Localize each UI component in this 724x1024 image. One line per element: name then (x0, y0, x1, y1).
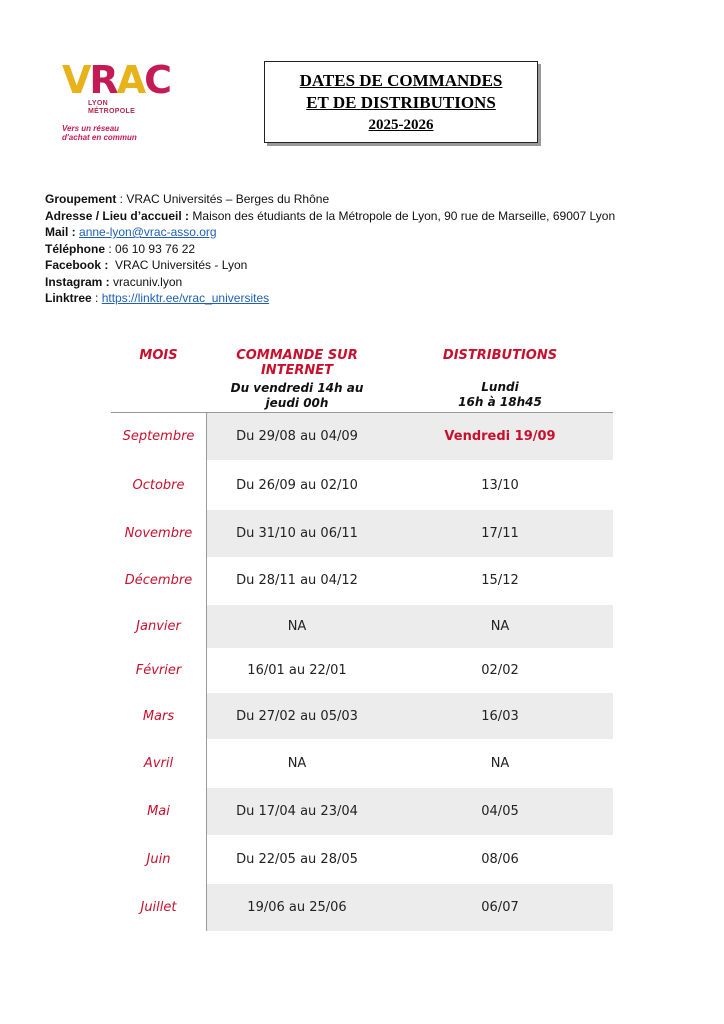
cell-distribution: 04/05 (387, 788, 613, 835)
info-line (45, 290, 615, 307)
info-separator: : (91, 291, 102, 305)
cell-mois: Décembre (124, 573, 193, 588)
contact-info (45, 191, 615, 307)
info-key: Téléphone (45, 241, 106, 256)
cell-distribution: 02/02 (481, 663, 519, 678)
table-row (111, 836, 613, 883)
info-link[interactable]: https://linktr.ee/vrac_universites (101, 291, 270, 305)
table-row (111, 413, 613, 460)
logo-wordmark: VRAC (62, 58, 170, 102)
table-row (111, 884, 613, 931)
header-commande-l2: INTERNET (260, 363, 334, 378)
info-value: 06 10 93 76 22 (115, 241, 196, 256)
cell-mois: Septembre (122, 429, 195, 444)
logo-tagline: Vers un réseau d'achat en commun (62, 124, 137, 142)
title-line-2: ET DE DISTRIBUTIONS (306, 93, 496, 112)
cell-distribution: 17/11 (387, 510, 613, 557)
header-distrib-sub-l1: Lundi (481, 380, 519, 394)
cell-distribution: 13/10 (481, 478, 519, 493)
logo-subtitle: LYON MÉTROPOLE (88, 100, 136, 115)
cell-commande: Du 31/10 au 06/11 (207, 510, 387, 557)
info-value: VRAC Universités - Lyon (115, 258, 248, 272)
cell-distribution: NA (490, 756, 510, 771)
header-mois: MOIS (139, 348, 178, 363)
info-key: Instagram : (45, 274, 110, 289)
header-commande-sub-l1: Du vendredi 14h au (230, 381, 364, 395)
cell-distribution: 15/12 (481, 573, 519, 588)
info-line (45, 208, 615, 225)
table-row (111, 693, 613, 739)
cell-mois: Février (135, 663, 182, 678)
info-value: VRAC Universités – Berges du Rhône (126, 192, 330, 206)
cell-commande: Du 17/04 au 23/04 (207, 788, 387, 835)
info-line (45, 274, 615, 291)
title-year: 2025-2026 (368, 117, 434, 133)
cell-commande: 16/01 au 22/01 (247, 663, 347, 678)
cell-mois: Janvier (136, 619, 181, 634)
info-key: Facebook : (45, 258, 109, 272)
info-line (45, 257, 615, 274)
cell-commande: Du 22/05 au 28/05 (236, 852, 358, 867)
cell-commande: Du 26/09 au 02/10 (236, 478, 358, 493)
cell-mois: Octobre (132, 478, 185, 493)
cell-commande: Du 27/02 au 05/03 (207, 693, 387, 739)
info-key: Groupement (45, 192, 117, 206)
cell-distribution: Vendredi 19/09 (387, 413, 613, 460)
info-value: Maison des étudiants de la Métropole de Lyon, 90 rue de Marseille, 69007 Lyon (192, 208, 616, 223)
table-row (111, 649, 613, 692)
cell-mois: Juin (146, 852, 171, 867)
table-row (111, 740, 613, 787)
header-commande-l1: COMMANDE SUR (236, 348, 358, 363)
cell-mois: Mai (147, 804, 170, 819)
cell-distribution: 16/03 (387, 693, 613, 739)
info-line (45, 224, 615, 241)
info-separator: : (116, 192, 127, 206)
info-separator: : (105, 241, 116, 256)
cell-mois: Avril (143, 756, 174, 771)
header-distrib-sub-l2: 16h à 18h45 (458, 395, 542, 409)
cell-commande: Du 28/11 au 04/12 (236, 573, 358, 588)
cell-distribution: 08/06 (481, 852, 519, 867)
cell-commande: 19/06 au 25/06 (207, 884, 387, 931)
table-row (111, 605, 613, 648)
info-key: Mail : (45, 225, 76, 239)
cell-mois: Mars (142, 708, 175, 724)
table-row (111, 462, 613, 509)
table-header (111, 344, 613, 412)
cell-commande: NA (287, 756, 307, 771)
table-row (111, 557, 613, 604)
info-value: vracuniv.lyon (113, 274, 183, 289)
info-line (45, 191, 615, 208)
table-row (111, 510, 613, 557)
info-key: Adresse / Lieu d’accueil : (45, 208, 190, 223)
vrac-logo (62, 58, 170, 144)
cell-distribution: NA (387, 605, 613, 648)
cell-distribution: 06/07 (387, 884, 613, 931)
header-commande-sub-l2: jeudi 00h (265, 396, 329, 410)
cell-mois: Novembre (124, 526, 193, 541)
info-line (45, 241, 615, 258)
info-key: Linktree (45, 291, 92, 305)
cell-commande: Du 29/08 au 04/09 (207, 413, 387, 460)
table-row (111, 788, 613, 835)
cell-mois: Juillet (140, 900, 177, 915)
info-link[interactable]: anne-lyon@vrac-asso.org (79, 225, 217, 239)
title-line-1: DATES DE COMMANDES (299, 71, 503, 90)
cell-commande: NA (207, 605, 387, 648)
title-box (264, 61, 538, 143)
header-distributions: DISTRIBUTIONS (442, 348, 558, 363)
